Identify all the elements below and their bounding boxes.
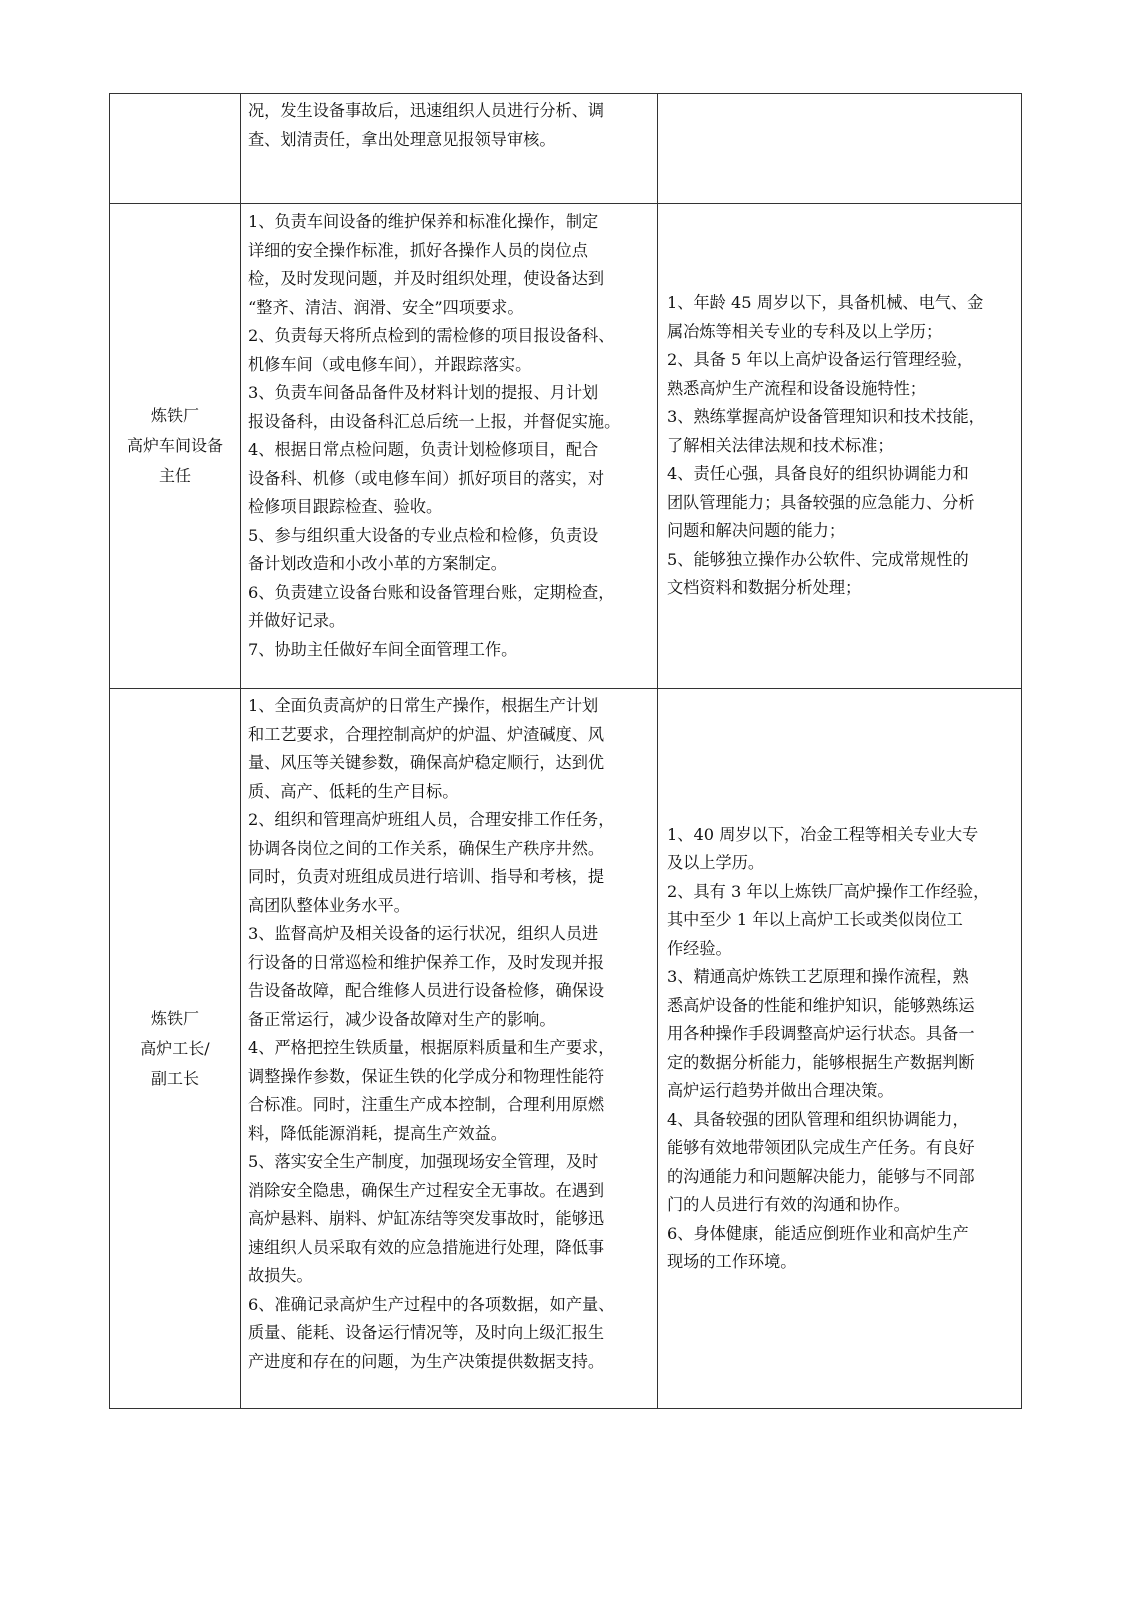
requirement-line: 现场的工作环境。 bbox=[667, 1252, 797, 1271]
requirement-line: 用各种操作手段调整高炉运行状态。具备一 bbox=[667, 1024, 975, 1043]
duty-line: 设备科、机修（或电修车间）抓好项目的落实，对 bbox=[248, 468, 605, 488]
duties-cell bbox=[241, 94, 658, 204]
duty-line: 检，及时发现问题，并及时组织处理，使设备达到 bbox=[248, 269, 605, 288]
requirement-line: 定的数据分析能力，能够根据生产数据判断 bbox=[667, 1052, 975, 1072]
requirement-line: 6、身体健康，能适应倒班作业和高炉生产 bbox=[667, 1223, 969, 1243]
requirement-line: 了解相关法律法规和技术标准； bbox=[667, 435, 894, 455]
post-cell bbox=[110, 94, 241, 204]
duty-line: 告设备故障，配合维修人员进行设备检修，确保设 bbox=[248, 981, 605, 1000]
requirement-line: 的沟通能力和问题解决能力，能够与不同部 bbox=[667, 1166, 975, 1186]
duty-line: 4、根据日常点检问题，负责计划检修项目，配合 bbox=[248, 440, 599, 459]
job-requirements-table bbox=[109, 93, 1022, 1409]
duty-line: 详细的安全操作标准，抓好各操作人员的岗位点 bbox=[248, 240, 588, 260]
requirement-line: 1、年龄 45 周岁以下，具备机械、电气、金 bbox=[667, 293, 984, 313]
requirement-line: 3、熟练掌握高炉设备管理知识和技术技能， bbox=[667, 407, 985, 427]
duty-line: 7、协助主任做好车间全面管理工作。 bbox=[248, 639, 518, 659]
duty-line: 2、负责每天将所点检到的需检修的项目报设备科、 bbox=[248, 326, 615, 345]
requirement-line: 3、精通高炉炼铁工艺原理和操作流程，熟 bbox=[667, 967, 969, 986]
duty-line: 3、负责车间备品备件及材料计划的提报、月计划 bbox=[248, 383, 599, 402]
duty-line: 消除安全隐患，确保生产过程安全无事故。在遇到 bbox=[248, 1180, 605, 1200]
requirement-line: 团队管理能力；具备较强的应急能力、分析 bbox=[667, 492, 975, 512]
post-cell bbox=[110, 204, 241, 689]
duty-line: 故损失。 bbox=[248, 1266, 313, 1285]
duty-line: “整齐、清洁、润滑、安全”四项要求。 bbox=[248, 297, 524, 317]
duty-line: 5、参与组织重大设备的专业点检和检修，负责设 bbox=[248, 525, 599, 545]
duty-line: 5、落实安全生产制度，加强现场安全管理，及时 bbox=[248, 1152, 599, 1171]
duty-line: 调整操作参数，保证生铁的化学成分和物理性能符 bbox=[248, 1066, 605, 1086]
duty-line: 检修项目跟踪检查、验收。 bbox=[248, 497, 443, 516]
post-title-line: 炼铁厂 bbox=[150, 406, 199, 425]
requirement-line: 2、具有 3 年以上炼铁厂高炉操作工作经验， bbox=[667, 881, 990, 901]
duty-line: 料，降低能源消耗，提高生产效益。 bbox=[248, 1123, 507, 1143]
duty-line: 协调各岗位之间的工作关系，确保生产秩序井然。 bbox=[248, 838, 605, 858]
post-cell bbox=[110, 689, 241, 1409]
duty-line: 4、严格把控生铁质量，根据原料质量和生产要求， bbox=[248, 1038, 615, 1057]
requirement-line: 熟悉高炉生产流程和设备设施特性； bbox=[667, 378, 926, 398]
duty-line: 备计划改造和小改小革的方案制定。 bbox=[248, 554, 507, 573]
duty-line: 质量、能耗、设备运行情况等，及时向上级汇报生 bbox=[248, 1323, 605, 1342]
table-row bbox=[110, 94, 1022, 204]
requirement-line: 能够有效地带领团队完成生产任务。有良好 bbox=[667, 1138, 975, 1157]
requirement-line: 5、能够独立操作办公软件、完成常规性的 bbox=[667, 549, 969, 569]
post-title-line: 高炉车间设备 bbox=[126, 436, 223, 455]
post-title-line: 炼铁厂 bbox=[150, 1008, 199, 1028]
duty-line: 机修车间（或电修车间），并跟踪落实。 bbox=[248, 354, 532, 374]
requirement-line: 4、责任心强，具备良好的组织协调能力和 bbox=[667, 464, 969, 484]
duty-line: 和工艺要求，合理控制高炉的炉温、炉渣碱度、风 bbox=[248, 724, 605, 744]
requirement-line: 作经验。 bbox=[667, 938, 732, 958]
requirement-line: 其中至少 1 年以上高炉工长或类似岗位工 bbox=[667, 910, 963, 929]
duty-line: 备正常运行，减少设备故障对生产的影响。 bbox=[248, 1009, 556, 1029]
duty-line: 产进度和存在的问题，为生产决策提供数据支持。 bbox=[248, 1351, 605, 1371]
duty-line: 并做好记录。 bbox=[248, 611, 346, 630]
duty-line: 报设备科，由设备科汇总后统一上报，并督促实施。 bbox=[248, 411, 621, 431]
duty-line: 查、划清责任，拿出处理意见报领导审核。 bbox=[248, 129, 556, 149]
table-row bbox=[110, 204, 1022, 689]
duty-line: 况，发生设备事故后，迅速组织人员进行分析、调 bbox=[248, 101, 605, 120]
duty-line: 6、负责建立设备台账和设备管理台账，定期检查， bbox=[248, 582, 615, 602]
duty-line: 同时，负责对班组成员进行培训、指导和考核，提 bbox=[248, 867, 605, 886]
requirements-cell bbox=[658, 94, 1022, 204]
post-title-line: 高炉工长/ bbox=[140, 1038, 210, 1058]
duty-line: 速组织人员采取有效的应急措施进行处理，降低事 bbox=[248, 1237, 605, 1257]
duties-cell bbox=[241, 204, 658, 689]
duty-line: 质、高产、低耗的生产目标。 bbox=[248, 781, 459, 801]
requirement-line: 4、具备较强的团队管理和组织协调能力， bbox=[667, 1109, 969, 1129]
table-row bbox=[110, 689, 1022, 1409]
requirement-line: 文档资料和数据分析处理； bbox=[667, 578, 862, 598]
duty-line: 高炉悬料、崩料、炉缸冻结等突发事故时，能够迅 bbox=[248, 1209, 605, 1228]
duty-line: 6、准确记录高炉生产过程中的各项数据，如产量、 bbox=[248, 1294, 615, 1314]
requirement-line: 门的人员进行有效的沟通和协作。 bbox=[667, 1195, 910, 1214]
requirement-line: 及以上学历。 bbox=[667, 853, 765, 872]
duty-line: 量、风压等关键参数，确保高炉稳定顺行，达到优 bbox=[248, 753, 605, 772]
requirement-line: 高炉运行趋势并做出合理决策。 bbox=[667, 1081, 894, 1100]
requirement-line: 悉高炉设备的性能和维护知识，能够熟练运 bbox=[667, 995, 975, 1015]
requirement-line: 属冶炼等相关专业的专科及以上学历； bbox=[667, 321, 943, 341]
duty-line: 1、负责车间设备的维护保养和标准化操作，制定 bbox=[248, 212, 599, 231]
duty-line: 2、组织和管理高炉班组人员，合理安排工作任务， bbox=[248, 810, 615, 829]
post-title-line: 主任 bbox=[158, 466, 191, 485]
duty-line: 合标准。同时，注重生产成本控制，合理利用原燃 bbox=[248, 1095, 605, 1114]
duty-line: 3、监督高炉及相关设备的运行状况，组织人员进 bbox=[248, 924, 599, 943]
post-title-line: 副工长 bbox=[150, 1068, 199, 1088]
requirement-line: 问题和解决问题的能力； bbox=[667, 521, 846, 541]
duty-line: 行设备的日常巡检和维护保养工作，及时发现并报 bbox=[248, 952, 605, 972]
duties-cell bbox=[241, 689, 658, 1409]
requirements-cell bbox=[658, 204, 1022, 689]
duty-line: 高团队整体业务水平。 bbox=[248, 895, 410, 915]
requirement-line: 1、40 周岁以下，冶金工程等相关专业大专 bbox=[667, 824, 979, 844]
requirement-line: 2、具备 5 年以上高炉设备运行管理经验， bbox=[667, 350, 974, 370]
duty-line: 1、全面负责高炉的日常生产操作，根据生产计划 bbox=[248, 696, 599, 715]
requirements-cell bbox=[658, 689, 1022, 1409]
